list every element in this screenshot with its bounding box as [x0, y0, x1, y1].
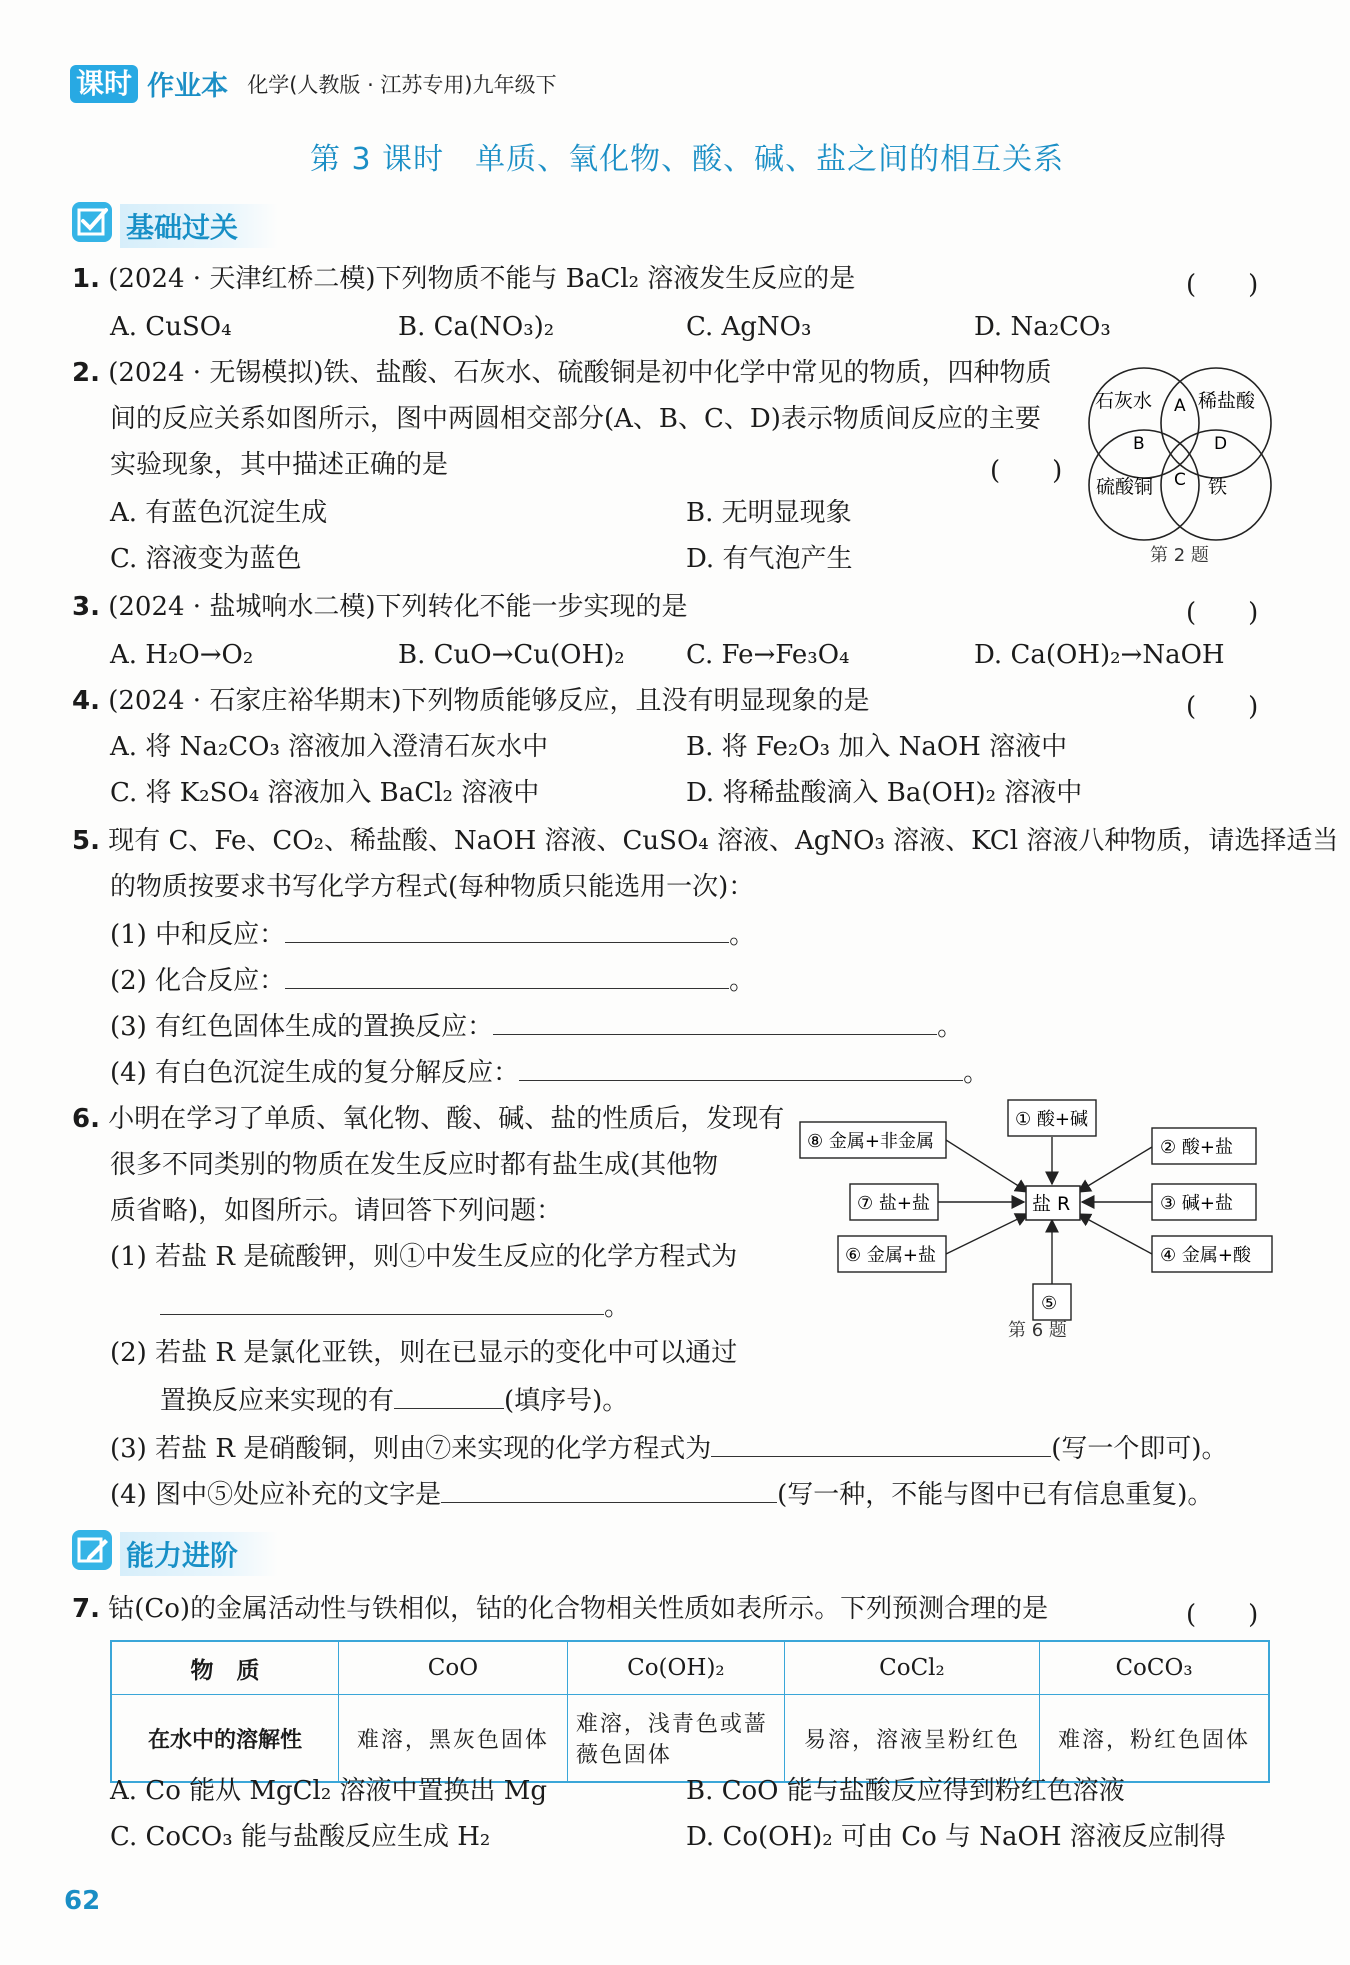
table-header-row [111, 1641, 1269, 1695]
answer-blank[interactable] [160, 1290, 604, 1315]
option[interactable]: A. 将 Na₂CO₃ 溶液加入澄清石灰水中 [110, 732, 549, 762]
option[interactable]: B. CuO→Cu(OH)₂ [398, 640, 625, 670]
svg-text:① 酸+碱: ① 酸+碱 [1015, 1109, 1088, 1130]
question-2 [72, 358, 1052, 388]
table-header-cell: 物 质 [111, 1641, 339, 1695]
sub-question [160, 1384, 628, 1416]
question-3 [72, 592, 688, 622]
salt-reaction-diagram [790, 1092, 1280, 1342]
box-8 [800, 1122, 946, 1158]
answer-blank[interactable] [441, 1478, 777, 1503]
question-5 [72, 826, 1338, 856]
box-7 [850, 1184, 938, 1220]
sub-question-label: (1) 中和反应： [110, 920, 286, 950]
sub-question-text: (填序号)。 [504, 1386, 629, 1416]
option[interactable]: C. AgNO₃ [686, 312, 812, 342]
table-row-label: 在水中的溶解性 [111, 1695, 339, 1783]
option[interactable]: C. CoCO₃ 能与盐酸反应生成 H₂ [110, 1822, 491, 1852]
option[interactable]: C. 溶液变为蓝色 [110, 544, 302, 574]
question-number: 2. [72, 358, 100, 388]
circle-label: 铁 [1208, 476, 1228, 498]
svg-text:⑥ 金属+盐: ⑥ 金属+盐 [845, 1245, 936, 1266]
question-stem-line: 间的反应关系如图所示，图中两圆相交部分(A、B、C、D)表示物质间反应的主要 [110, 404, 1041, 434]
region-label: C [1174, 470, 1186, 490]
center-node [1026, 1186, 1080, 1220]
figure-caption: 第 2 题 [1150, 545, 1209, 566]
option[interactable]: A. Co 能从 MgCl₂ 溶液中置换出 Mg [110, 1776, 548, 1806]
svg-text:⑧ 金属+非金属: ⑧ 金属+非金属 [807, 1131, 934, 1152]
svg-text:盐 R: 盐 R [1032, 1193, 1071, 1215]
question-number: 7. [72, 1594, 100, 1624]
box-5 [1033, 1284, 1071, 1320]
region-label: A [1174, 396, 1186, 416]
punct: 。 [729, 920, 756, 950]
box-1 [1008, 1100, 1096, 1136]
punct: 。 [937, 1012, 964, 1042]
question-number: 5. [72, 826, 100, 856]
question-stem-line: 的物质按要求书写化学方程式(每种物质只能选用一次)： [110, 872, 755, 902]
sub-question [110, 1056, 989, 1088]
question-number: 4. [72, 686, 100, 716]
option[interactable]: D. Na₂CO₃ [974, 312, 1111, 342]
option[interactable]: D. Co(OH)₂ 可由 Co 与 NaOH 溶液反应制得 [686, 1822, 1226, 1852]
circle-limewater [1089, 368, 1199, 478]
question-stem-line: 质省略)，如图所示。请回答下列问题： [110, 1196, 563, 1226]
sub-question [110, 1432, 1228, 1464]
header [70, 64, 557, 104]
sub-question-label: (3) 有红色固体生成的置换反应： [110, 1012, 494, 1042]
sub-question-text: (写一种，不能与图中已有信息重复)。 [777, 1480, 1214, 1510]
circle-label: 稀盐酸 [1198, 390, 1256, 412]
circle-label: 石灰水 [1095, 390, 1153, 412]
answer-paren[interactable]: ( ) [1186, 598, 1259, 628]
table-header-cell: CoCl₂ [784, 1641, 1039, 1695]
punct: 。 [963, 1058, 990, 1088]
circle-hcl [1161, 368, 1271, 478]
page-number: 62 [64, 1886, 101, 1916]
table-header-cell: Co(OH)₂ [567, 1641, 784, 1695]
svg-text:② 酸+盐: ② 酸+盐 [1160, 1137, 1233, 1158]
svg-text:④ 金属+酸: ④ 金属+酸 [1160, 1245, 1251, 1266]
pencil-icon [72, 1530, 112, 1570]
question-source: (2024 · 盐城响水二模) [108, 592, 376, 622]
region-label: D [1214, 434, 1228, 454]
option[interactable]: A. H₂O→O₂ [110, 640, 254, 670]
checkbox-icon [72, 202, 112, 242]
svg-text:⑦ 盐+盐: ⑦ 盐+盐 [857, 1193, 930, 1214]
answer-blank[interactable] [493, 1010, 937, 1035]
svg-text:③ 碱+盐: ③ 碱+盐 [1160, 1193, 1233, 1214]
question-stem: 现有 C、Fe、CO₂、稀盐酸、NaOH 溶液、CuSO₄ 溶液、AgNO₃ 溶液、KCl 溶液八种物质，请选择适当 [108, 826, 1339, 856]
sub-question-text: (3) 若盐 R 是硝酸铜，则由⑦来实现的化学方程式为 [110, 1434, 712, 1464]
question-6 [72, 1104, 784, 1134]
sub-question-text: 置换反应来实现的有 [160, 1386, 395, 1416]
option[interactable]: B. 无明显现象 [686, 498, 852, 528]
answer-blank[interactable] [285, 918, 729, 943]
question-source: (2024 · 石家庄裕华期末) [108, 686, 402, 716]
option[interactable]: C. 将 K₂SO₄ 溶液加入 BaCl₂ 溶液中 [110, 778, 540, 808]
question-number: 3. [72, 592, 100, 622]
question-4 [72, 686, 870, 716]
table-header-cell: CoO [339, 1641, 568, 1695]
option[interactable]: B. 将 Fe₂O₃ 加入 NaOH 溶液中 [686, 732, 1068, 762]
subject: 化学(人教版 · 江苏专用)九年级下 [247, 72, 557, 97]
option[interactable]: A. 有蓝色沉淀生成 [110, 498, 328, 528]
box-2 [1152, 1128, 1256, 1164]
box-3 [1152, 1184, 1256, 1220]
question-stem: 下列物质不能与 BaCl₂ 溶液发生反应的是 [375, 264, 856, 294]
section-title: 能力进阶 [120, 1532, 278, 1576]
region-label: B [1133, 434, 1145, 454]
question-source: (2024 · 无锡模拟) [108, 358, 324, 388]
answer-paren[interactable]: ( ) [1186, 692, 1259, 722]
question-stem: 钴(Co)的金属活动性与铁相似，钴的化合物相关性质如表所示。下列预测合理的是 [108, 1594, 1049, 1624]
logo: 课时 [70, 65, 138, 103]
table-cell: 难溶，粉红色固体 [1040, 1695, 1269, 1783]
section-title: 基础过关 [120, 204, 278, 248]
svg-text:⑤: ⑤ [1041, 1293, 1058, 1314]
question-stem: 铁、盐酸、石灰水、硫酸铜是初中化学中常见的物质，四种物质 [323, 358, 1052, 388]
answer-blank[interactable] [519, 1056, 963, 1081]
table-cell: 难溶，浅青色或蔷薇色固体 [567, 1695, 784, 1783]
sub-question [110, 964, 755, 996]
question-1 [72, 264, 855, 294]
question-7 [72, 1594, 1048, 1624]
table-header-cell: CoCO₃ [1040, 1641, 1269, 1695]
answer-paren[interactable]: ( ) [990, 456, 1063, 486]
sub-question [110, 1010, 963, 1042]
question-stem: 下列转化不能一步实现的是 [375, 592, 688, 622]
brand: 作业本 [147, 71, 229, 102]
figure-caption: 第 6 题 [1008, 1320, 1067, 1341]
box-4 [1152, 1236, 1272, 1272]
option[interactable]: D. Ca(OH)₂→NaOH [974, 640, 1225, 670]
sub-question-text: (4) 图中⑤处应补充的文字是 [110, 1480, 442, 1510]
property-table [110, 1640, 1270, 1783]
sub-question-label: (4) 有白色沉淀生成的复分解反应： [110, 1058, 520, 1088]
page-title: 第 3 课时 单质、氧化物、酸、碱、盐之间的相互关系 [310, 142, 1065, 177]
answer-blank[interactable] [394, 1384, 504, 1409]
sub-question-answer [160, 1290, 630, 1322]
option[interactable]: D. 将稀盐酸滴入 Ba(OH)₂ 溶液中 [686, 778, 1083, 808]
box-6 [838, 1236, 946, 1272]
question-number: 6. [72, 1104, 100, 1134]
option[interactable]: B. CoO 能与盐酸反应得到粉红色溶液 [686, 1776, 1125, 1806]
venn-diagram [1080, 355, 1280, 577]
table-cell: 易溶，溶液呈粉红色 [784, 1695, 1039, 1783]
sub-question [110, 918, 755, 950]
option[interactable]: D. 有气泡产生 [686, 544, 853, 574]
answer-paren[interactable]: ( ) [1186, 1600, 1259, 1630]
question-stem: 小明在学习了单质、氧化物、酸、碱、盐的性质后，发现有 [108, 1104, 785, 1134]
table-row [111, 1695, 1269, 1783]
question-stem-line: 实验现象，其中描述正确的是 [110, 450, 449, 480]
sub-question-label: (2) 化合反应： [110, 966, 286, 996]
question-stem-line: 很多不同类别的物质在发生反应时都有盐生成(其他物 [110, 1150, 719, 1180]
answer-blank[interactable] [285, 964, 729, 989]
question-stem: 下列物质能够反应，且没有明显现象的是 [401, 686, 870, 716]
sub-question: (2) 若盐 R 是氯化亚铁，则在已显示的变化中可以通过 [110, 1338, 738, 1368]
circle-label: 硫酸铜 [1096, 476, 1154, 498]
punct: 。 [729, 966, 756, 996]
question-number: 1. [72, 264, 100, 294]
sub-question: (1) 若盐 R 是硫酸钾，则①中发生反应的化学方程式为 [110, 1242, 738, 1272]
answer-blank[interactable] [711, 1432, 1051, 1457]
sub-question-text: (写一个即可)。 [1051, 1434, 1228, 1464]
sub-question [110, 1478, 1213, 1510]
option[interactable]: B. Ca(NO₃)₂ [398, 312, 555, 342]
option[interactable]: A. CuSO₄ [110, 312, 232, 342]
table-cell: 难溶，黑灰色固体 [339, 1695, 568, 1783]
question-source: (2024 · 天津红桥二模) [108, 264, 376, 294]
punct: 。 [604, 1292, 631, 1322]
option[interactable]: C. Fe→Fe₃O₄ [686, 640, 850, 670]
answer-paren[interactable]: ( ) [1186, 270, 1259, 300]
